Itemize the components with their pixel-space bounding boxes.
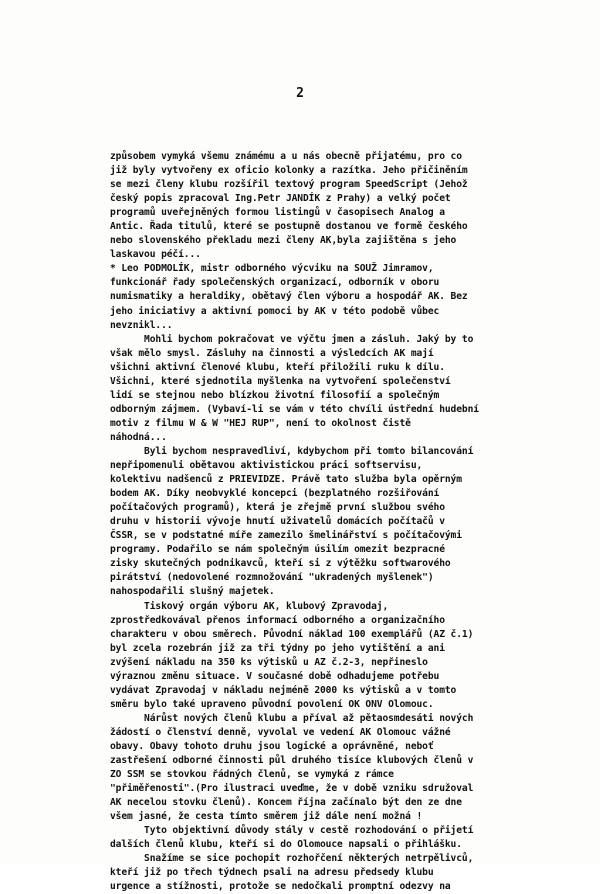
- text-line: pirátství (nedovolené rozmnožování "ukradených myšlenek"): [110, 572, 434, 584]
- text-line: motiv z filmu W & W "HEJ RUP", není to okolnost čistě: [110, 417, 411, 429]
- text-line: nahospodařili slušný majetek.: [110, 586, 275, 598]
- text-line: všichni aktivní členové klubu, kteří přiložili ruku k dílu.: [110, 361, 445, 373]
- text-line: odborným zájmem. (Vybaví-li se vám v této chvíli ústřední hudební: [110, 403, 479, 415]
- text-line: vydávat Zpravodaj v nákladu nejméně 2000 ks výtisků a v tomto: [110, 684, 457, 696]
- text-line: nepřipomenuli obětavou aktivistickou práci softservisu,: [110, 460, 423, 472]
- text-line: druhu v historii vývoje hnutí uživatelů domácích počítačů v: [110, 516, 445, 528]
- text-line: kteří již po třech týdnech psali na adresu předsedy klubu: [110, 867, 434, 879]
- text-line: bodem AK. Díky neobvyklé koncepci (bezplatného rozšiřování: [110, 488, 440, 500]
- text-line: Snažíme se sice pochopit rozhořčení některých netrpělivců,: [110, 853, 474, 865]
- text-line: obavy. Obavy tohoto druhu jsou logické a oprávněné, neboť: [110, 740, 434, 752]
- text-line: směru bylo také upraveno původní povolení OK ONV Olomouc.: [110, 698, 434, 710]
- text-line: nebo slovenského překladu mezi členy AK,byla zajištěna s jeho: [110, 235, 457, 247]
- text-line: "přiměřenosti".(Pro ilustraci uveďme, že v době vzniku sdružoval: [110, 783, 474, 795]
- text-line: všem jasné, že cesta tímto směrem již dále není možná !: [110, 811, 423, 823]
- text-line: urgence a stížnosti, protože se nedočkali promptní odezvy na: [110, 881, 451, 893]
- text-line: Nárůst nových členů klubu a příval až pětaosmdesáti nových: [110, 712, 474, 724]
- text-line: žádostí o členství denně, vyvolal ve vedení AK Olomouc vážné: [110, 726, 451, 738]
- text-line: výraznou změnu situace. V současné době odhadujeme potřebu: [110, 670, 440, 682]
- text-line: náhodná...: [110, 431, 167, 443]
- text-line: * Leo PODMOLÍK, mistr odborného výcviku na SOUŽ Jimramov,: [110, 263, 434, 275]
- body-text: [110, 150, 580, 894]
- text-line: lidí se stejnou nebo blízkou životní filosofií a společným: [110, 389, 440, 401]
- text-line: zisky skutečných podnikavců, kteří si z výtěžku softwarového: [110, 558, 451, 570]
- text-line: dalších členů klubu, kteří si do Olomouce napsali o přihlášku.: [110, 839, 462, 851]
- text-line: zastřešení odborné činnosti půl druhého tisíce klubových členů v: [110, 755, 474, 767]
- text-line: nevznikl...: [110, 319, 173, 331]
- text-line: Tyto objektivní důvody stály v cestě rozhodování o přijetí: [110, 825, 474, 837]
- text-line: Mohli bychom pokračovat ve výčtu jmen a zásluh. Jaký by to: [110, 333, 474, 345]
- text-line: programů uveřejněných formou listingů v časopisech Analog a: [110, 207, 445, 219]
- text-line: funkcionář řady společenských organizací, odborník v oboru: [110, 277, 440, 289]
- text-line: kolektivu nadšenců z PRIEVIDZE. Právě tato služba byla opěrným: [110, 474, 462, 486]
- text-line: byl zcela rozebrán již za tři týdny po jeho vytištění a ani: [110, 642, 445, 654]
- text-line: laskavou péčí...: [110, 249, 201, 261]
- text-line: ČSSR, se v podstatné míře zamezilo šmelinářství s počítačovými: [110, 530, 462, 542]
- text-line: jeho iniciativy a aktivní pomoci by AK v této podobě vůbec: [110, 305, 440, 317]
- text-line: způsobem vymyká všemu známému a u nás obecně přijatému, pro co: [110, 151, 462, 162]
- text-line: Antic. Řada titulů, které se postupně dostanou ve formě českého: [110, 221, 468, 233]
- text-line: Všichni, které sjednotila myšlenka na vytvoření společenství: [110, 375, 451, 387]
- text-line: programy. Podařilo se nám společným úsilím omezit bezpracné: [110, 544, 445, 556]
- text-line: český popis zpracoval Ing.Petr JANDÍK z Prahy) a velký počet: [110, 193, 451, 205]
- text-line: charakteru v obou směrech. Původní náklad 100 exemplářů (AZ č.1): [110, 628, 474, 640]
- text-line: Tiskový orgán výboru AK, klubový Zpravodaj,: [110, 600, 389, 612]
- text-line: již byly vytvořeny ex oficio kolonky a razítka. Jeho přičiněním: [110, 165, 468, 177]
- text-line: se mezi členy klubu rozšířil textový program SpeedScript (Jehož: [110, 179, 468, 191]
- text-line: počítačových programů), která je zřejmě první službou svého: [110, 502, 445, 514]
- text-line: zvýšení nákladu na 350 ks výtisků u AZ č.2-3, nepřineslo: [110, 656, 428, 668]
- text-line: numismatiky a heraldiky, obětavý člen výboru a hospodář AK. Bez: [110, 291, 468, 303]
- text-line: zprostředkovával přenos informací odborného a organizačního: [110, 614, 445, 626]
- page-number: 2: [296, 86, 304, 101]
- text-line: Byli bychom nespravedliví, kdybychom při tomto bilancování: [110, 445, 474, 457]
- text-line: AK necelou stovku členů). Koncem října začínalo být den ze dne: [110, 797, 462, 809]
- text-line: však mělo smysl. Zásluhy na činnosti a výsledcích AK mají: [110, 347, 434, 359]
- text-line: ZO SSM se stovkou řádných členů, se vymyká z rámce: [110, 769, 394, 781]
